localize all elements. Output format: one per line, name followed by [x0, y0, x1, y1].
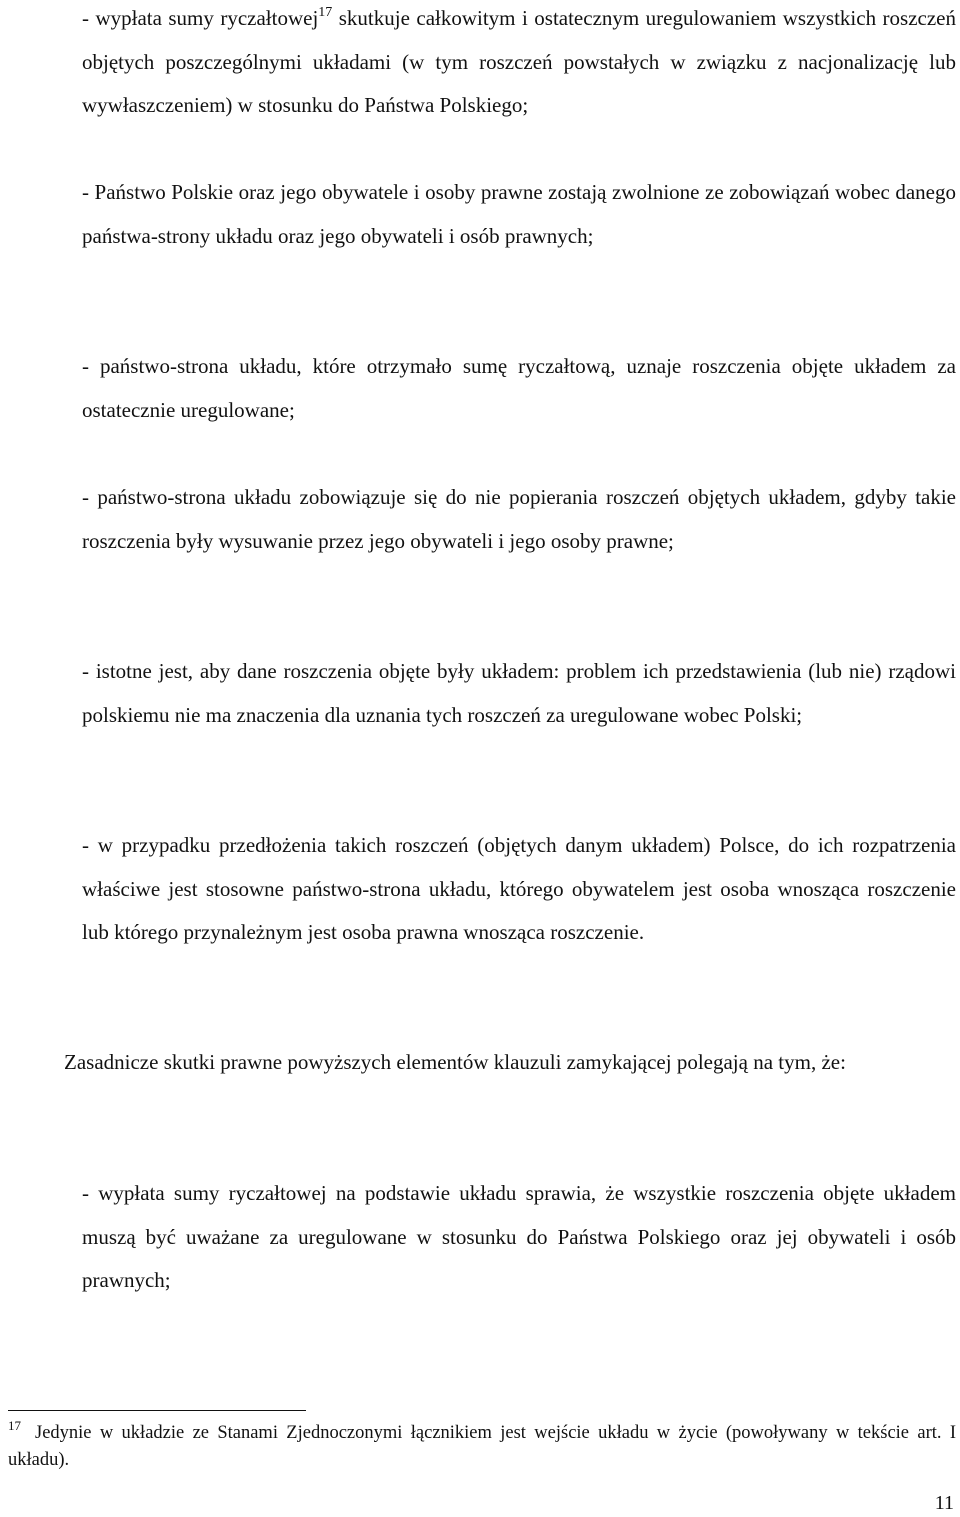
paragraph-text: skutkuje całkowitym i ostatecznym uregulowaniem wszystkich roszczeń objętych poszczególnymi układami (w tym roszczeń powstałych w związku z nacjonalizację lub wywłaszczeniem) w stosunku do Państwa Polskiego; [82, 6, 956, 117]
paragraph-competent-state: - w przypadku przedłożenia takich roszczeń (objętych danym układem) Polsce, do ich rozpatrzenia właściwe jest stosowne państwo-strona układu, którego obywatelem jest osoba wnosząca roszczenie lub którego przynależnym jest osoba prawna wnosząca roszczenie. [82, 833, 956, 944]
footnote [8, 1420, 956, 1474]
paragraph-claims-covered: - istotne jest, aby dane roszczenia objęte były układem: problem ich przedstawienia (lub nie) rządowi polskiemu nie ma znaczenia dla uznania tych roszczeń za uregulowane wobec Polski; [82, 659, 956, 727]
footnote-reference[interactable]: 17 [318, 5, 333, 20]
paragraph-no-support-of-claims: - państwo-strona układu zobowiązuje się do nie popierania roszczeń objętych układem, gdyby takie roszczenia były wysuwanie przez jego obywateli i jego osoby prawne; [82, 485, 956, 553]
paragraph-text: - wypłata sumy ryczałtowej [82, 6, 319, 30]
paragraph-claims-settled: - wypłata sumy ryczałtowej na podstawie układu sprawia, że wszystkie roszczenia objęte układem muszą być uważane za uregulowane w stosunku do Państwa Polskiego oraz jej obywateli i osób prawnych; [82, 1181, 956, 1292]
paragraph-lump-sum-effect [82, 0, 956, 128]
paragraph-poland-released: - Państwo Polskie oraz jego obywatele i osoby prawne zostają zwolnione ze zobowiązań wobec danego państwa-strony układu oraz jego obywateli i osób prawnych; [82, 180, 956, 248]
footnote-separator [8, 1410, 306, 1411]
paragraph-state-accepts-claims: - państwo-strona układu, które otrzymało sumę ryczałtową, uznaje roszczenia objęte układem za ostatecznie uregulowane; [82, 354, 956, 422]
paragraph-legal-effects-intro: Zasadnicze skutki prawne powyższych elementów klauzuli zamykającej polegają na tym, że: [64, 1050, 846, 1074]
footnote-number: 17 [8, 1418, 21, 1433]
footnote-text: Jedynie w układzie ze Stanami Zjednoczonymi łącznikiem jest wejście układu w życie (powoływany w tekście art. I układu). [8, 1423, 956, 1470]
page-number: 11 [934, 1492, 954, 1514]
